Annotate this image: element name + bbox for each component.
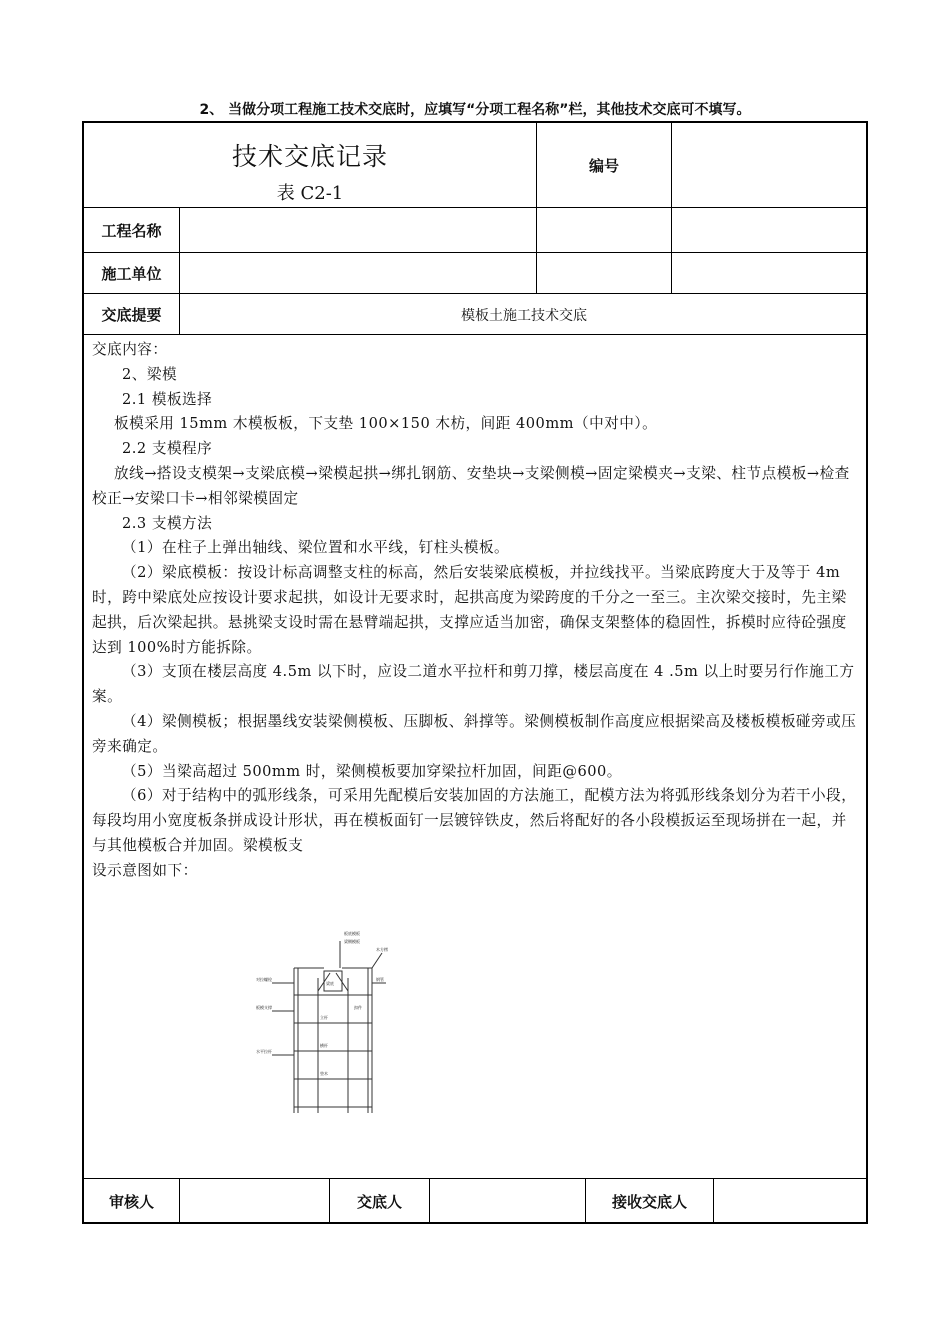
content-line: 放线→搭设支模架→支梁底模→梁模起拱→绑扎钢筋、安垫块→支梁侧模→固定梁模夹→支梁、柱节点模板→检查校正→安梁口卡→相邻梁模固定 [92, 464, 850, 507]
diagram-label: 水平拉杆 [256, 1049, 272, 1054]
diagram-label: 垫木 [320, 1071, 328, 1076]
unit-extra-field-2[interactable] [672, 253, 868, 293]
content-line: 设示意图如下： [92, 861, 198, 879]
row-divider [84, 293, 868, 294]
beam-formwork-diagram [254, 923, 414, 1118]
construction-unit-field[interactable] [180, 253, 536, 293]
diagram-label: 梁侧模板 [344, 939, 360, 944]
number-field[interactable] [672, 123, 868, 207]
diagram-label: 横杆 [320, 1043, 328, 1048]
form-title: 技术交底记录 [231, 142, 388, 171]
diagram-label: 板底模板 [344, 931, 360, 936]
receiver-label: 接收交底人 [611, 1193, 687, 1211]
reviewer-label: 审核人 [108, 1193, 154, 1211]
content-heading: 交底内容： [92, 341, 168, 358]
discloser-label: 交底人 [356, 1193, 402, 1211]
summary-label: 交底提要 [101, 305, 162, 324]
diagram-label: 钢管 [376, 977, 384, 982]
content-line: 2.1 模板选择 [122, 390, 213, 408]
diagram-label: 梁底 [326, 981, 334, 986]
diagram-label: 对拉螺栓 [256, 977, 272, 982]
number-label: 编号 [588, 156, 619, 175]
diagram-leader [372, 953, 382, 968]
content-line: （3）支顶在楼层高度 4.5m 以下时，应设二道水平拉杆和剪刀撑，楼层高度在 4 .5m 以上时要另行作施工方案。 [92, 663, 855, 706]
disclosure-content [92, 338, 860, 884]
disclosure-form [82, 121, 868, 1224]
diagram-label: 板模支撑 [256, 1005, 272, 1010]
receiver-field[interactable] [714, 1179, 868, 1224]
diagram-label: 木方楞 [376, 947, 388, 952]
construction-unit-label: 施工单位 [101, 264, 162, 283]
content-line: （6）对于结构中的弧形线条，可采用先配模后安装加固的方法施工，配模方法为将弧形线条划分为若干小段，每段均用小宽度板条拼成设计形状，再在模板面钉一层镀锌铁皮，然后将配好的各小段模扳运至现场拼在一起，并与其他模板合并加固。梁模板支 [92, 787, 857, 854]
content-line: （5）当梁高超过 500mm 时，梁侧模板要加穿梁拉杆加固，间距@600。 [122, 762, 622, 780]
form-note: 2、 当做分项工程施工技术交底时，应填写“分项工程名称”栏，其他技术交底可不填写。 [199, 102, 751, 118]
discloser-field[interactable] [430, 1179, 585, 1224]
diagram-label: 立杆 [320, 1015, 328, 1020]
unit-extra-field[interactable] [537, 253, 671, 293]
content-line: 2.3 支模方法 [122, 514, 213, 532]
project-name-field[interactable] [180, 208, 536, 252]
project-name-label: 工程名称 [101, 221, 162, 240]
content-line: 板模采用 15mm 木模板板，下支垫 100×150 木枋，间距 400mm（中对中）。 [114, 415, 658, 433]
form-code: 表 C2-1 [276, 183, 344, 204]
project-extra-field[interactable] [537, 208, 671, 252]
content-line: （4）梁侧模板；根据墨线安装梁侧模板、压脚板、斜撑等。梁侧模板制作高度应根据梁高及楼板模板碰旁或压旁来确定。 [92, 712, 857, 755]
project-extra-field-2[interactable] [672, 208, 868, 252]
content-line: （1）在柱子上弹出轴线、梁位置和水平线，钉柱头模板。 [122, 539, 510, 557]
summary-value: 模板土施工技术交底 [461, 308, 587, 324]
reviewer-field[interactable] [180, 1179, 329, 1224]
content-line: （2）梁底模板：按设计标高调整支柱的标高，然后安装梁底模板，并拉线找平。当梁底跨度大于及等于 4m 时，跨中梁底处应按设计要求起拱，如设计无要求时，起拱高度为梁跨度的千分之一至三。主次梁交接时，先主梁起拱，后次梁起拱。悬挑梁支设时需在悬臂端起拱，支撑应适当加密，确保支架整体的稳固性，拆模时应待砼强度达到 100%时方能拆除。 [92, 564, 847, 656]
content-line: 2、梁模 [122, 365, 178, 383]
content-line: 2.2 支模程序 [122, 440, 213, 458]
diagram-label: 扣件 [354, 1005, 362, 1010]
